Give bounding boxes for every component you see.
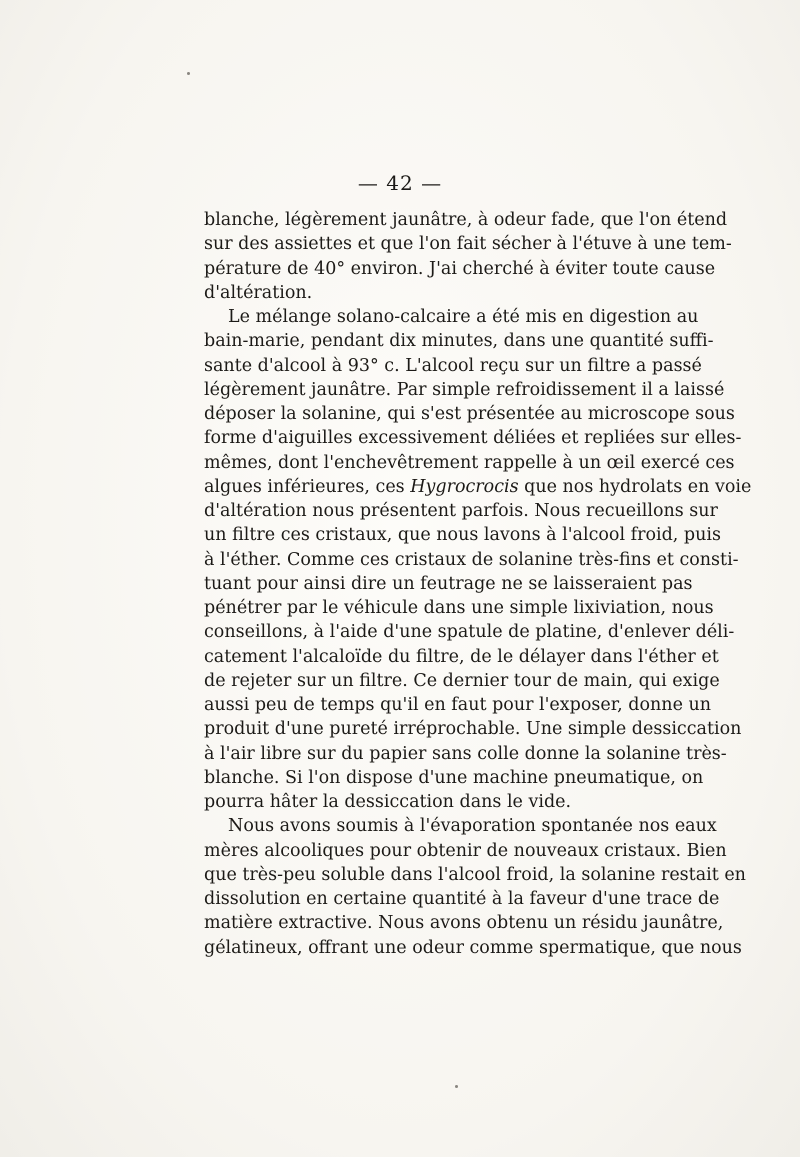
text-line: d'altération. — [204, 282, 313, 303]
text-line: à l'éther. Comme ces cristaux de solanine très-fins et consti- — [204, 549, 739, 570]
text-line: blanche. Si l'on dispose d'une machine pneumatique, on — [204, 767, 704, 788]
text-line: Nous avons soumis à l'évaporation spontanée nos eaux — [228, 816, 717, 837]
text-line: pourra hâter la dessiccation dans le vide. — [204, 792, 572, 812]
text-line: que très-peu soluble dans l'alcool froid, la solanine restait en — [204, 864, 746, 885]
paragraph — [204, 814, 746, 960]
text-line: déposer la solanine, qui s'est présentée au microscope sous — [204, 404, 735, 424]
italic-term: Hygrocrocis — [410, 476, 519, 497]
text-line: mêmes, dont l'enchevêtrement rappelle à un œil exercé ces — [204, 452, 735, 473]
text-line: dissolution en certaine quantité à la faveur d'une trace de — [204, 889, 720, 909]
text-line: conseillons, à l'aide d'une spatule de platine, d'enlever déli- — [204, 622, 735, 643]
paragraph — [204, 305, 752, 814]
text-line: pérature de 40° environ. J'ai cherché à éviter toute cause — [204, 258, 716, 279]
paper-speck — [187, 72, 190, 75]
text-line: forme d'aiguilles excessivement déliées et repliées sur elles- — [204, 428, 742, 449]
paper-speck — [455, 1085, 458, 1088]
text-line: produit d'une pureté irréprochable. Une simple dessiccation — [204, 719, 742, 740]
text-line: algues inférieures, ces Hygrocrocis que nos hydrolats en voie — [204, 476, 752, 497]
text-line: un filtre ces cristaux, que nous lavons à l'alcool froid, puis — [204, 525, 721, 546]
text-line: sante d'alcool à 93° c. L'alcool reçu sur un filtre a passé — [204, 355, 702, 376]
text-line: sur des assiettes et que l'on fait sécher à l'étuve à une tem- — [204, 234, 732, 255]
text-line: de rejeter sur un filtre. Ce dernier tour de main, qui exige — [204, 670, 720, 691]
text-line: matière extractive. Nous avons obtenu un résidu jaunâtre, — [204, 913, 724, 934]
body-text — [204, 208, 752, 960]
text-line: à l'air libre sur du papier sans colle donne la solanine très- — [204, 743, 727, 764]
text-line: tuant pour ainsi dire un feutrage ne se laisseraient pas — [204, 573, 693, 594]
text-line: bain-marie, pendant dix minutes, dans une quantité suffi- — [204, 331, 714, 352]
text-line: pénétrer par le véhicule dans une simple lixiviation, nous — [204, 598, 714, 618]
text-line: gélatineux, offrant une odeur comme spermatique, que nous — [204, 937, 742, 958]
text-line: mères alcooliques pour obtenir de nouveaux cristaux. Bien — [204, 840, 727, 861]
page-number: — 42 — — [357, 171, 443, 195]
text-line: blanche, légèrement jaunâtre, à odeur fade, que l'on étend — [204, 210, 728, 230]
text-line: légèrement jaunâtre. Par simple refroidissement il a laissé — [204, 379, 725, 400]
paragraph — [204, 208, 732, 305]
text-line: Le mélange solano-calcaire a été mis en digestion au — [228, 307, 699, 327]
text-line: catement l'alcaloïde du filtre, de le délayer dans l'éther et — [204, 646, 719, 667]
text-line: d'altération nous présentent parfois. Nous recueillons sur — [204, 501, 718, 521]
text-line: aussi peu de temps qu'il en faut pour l'exposer, donne un — [204, 695, 712, 715]
